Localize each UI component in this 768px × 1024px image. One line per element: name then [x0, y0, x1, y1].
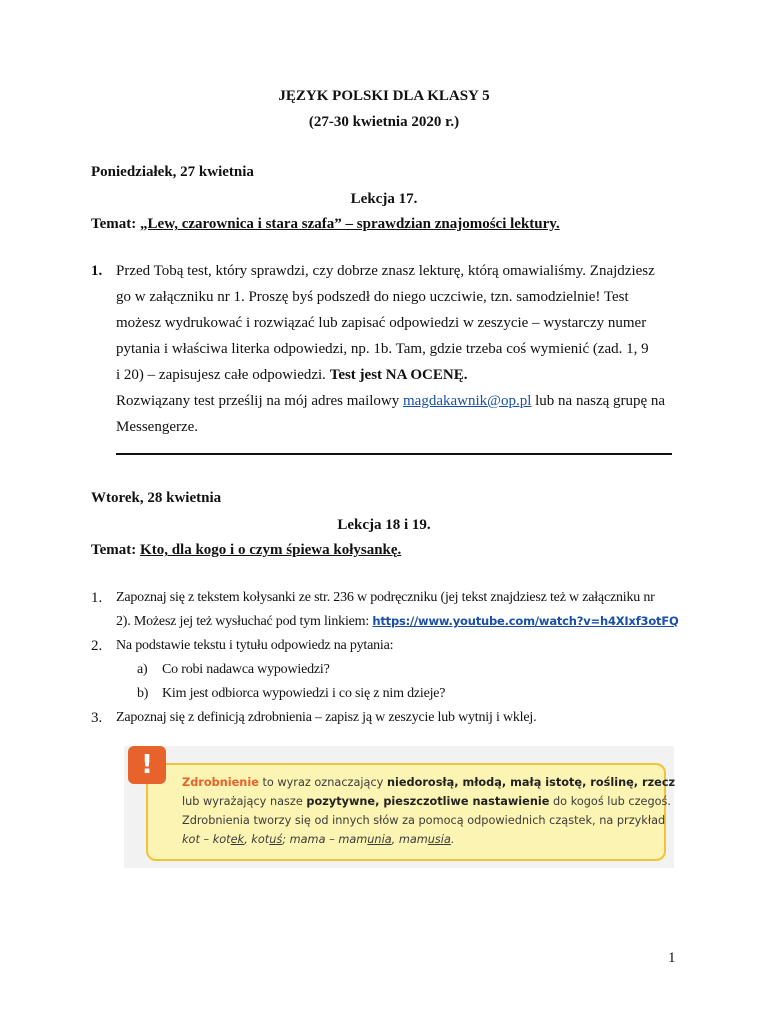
day2-lesson: Lekcja 18 i 19.	[337, 517, 431, 533]
day2-item-3-text: Zapoznaj się z definicją zdrobnienia – zapisz ją w zeszycie lub wytnij i wklej.	[116, 710, 537, 725]
line2-pre: 2). Możesz jej też wysłuchać pod tym linkiem:	[116, 614, 370, 629]
topic-text: „Lew, czarownica i stara szafa” – sprawdzian znajomości lektury.	[140, 216, 560, 232]
day1-lesson: Lekcja 17.	[350, 191, 418, 207]
day2-item-3-number: 3.	[91, 710, 103, 726]
subitem-letter: a)	[137, 662, 148, 677]
note-bold: niedorosłą, młodą, małą istotę, roślinę, rzecz	[386, 776, 676, 789]
day2-topic	[91, 540, 401, 560]
note-suffix: uś	[269, 833, 283, 846]
note-line-2	[182, 792, 672, 811]
line6-post: lub na naszą grupę na	[535, 393, 666, 409]
note-line-3: Zdrobnienia tworzy się od innych słów za pomocą odpowiednich cząstek, na przykład	[182, 814, 666, 827]
document-title: JĘZYK POLSKI DLA KLASY 5	[278, 88, 490, 104]
note-suffix: ek	[230, 833, 245, 846]
note-bold: pozytywne, pieszczotliwe nastawienie	[306, 795, 550, 808]
email-link[interactable]: magdakawnik@op.pl	[403, 393, 532, 409]
note-suffix: usia	[427, 833, 451, 846]
note-example: , mam	[391, 833, 428, 846]
day2-item-1-number: 1.	[91, 590, 103, 606]
day1-line-6	[116, 393, 665, 410]
day1-item-number: 1.	[91, 263, 103, 279]
day2-item-1-line2	[116, 614, 679, 630]
day1-topic	[91, 214, 560, 234]
day1-line-7: Messengerze.	[116, 419, 199, 435]
grade-notice: Test jest NA OCENĘ.	[329, 367, 468, 383]
day1-line-5	[116, 367, 467, 384]
day2-item-2-text: Na podstawie tekstu i tytułu odpowiedz na pytania:	[116, 638, 394, 653]
day1-line-2: go w załączniku nr 1. Proszę byś podszedł do niego uczciwie, tzn. samodzielnie! Test	[116, 289, 629, 305]
note-line-4	[182, 830, 652, 849]
topic-label: Temat:	[91, 216, 137, 232]
day1-line-1: Przed Tobą test, który sprawdzi, czy dobrze znasz lekturę, którą omawialiśmy. Znajdziesz	[116, 263, 655, 279]
line6-pre: Rozwiązany test prześlij na mój adres mailowy	[116, 393, 400, 409]
note-term: Zdrobnienie	[182, 776, 259, 789]
day2-item-1-line1: Zapoznaj się z tekstem kołysanki ze str. 236 w podręczniku (jej tekst znajdziesz też w załączniku nr	[116, 590, 655, 605]
subitem-letter: b)	[137, 686, 149, 701]
topic-text: Kto, dla kogo i o czym śpiewa kołysankę.	[140, 542, 402, 558]
note-text: to wyraz oznaczający	[262, 776, 384, 789]
definition-note	[146, 763, 676, 861]
note-suffix: unia	[367, 833, 392, 846]
page-number: 1	[668, 950, 676, 966]
day1-item-body	[116, 263, 676, 453]
note-example: , kot	[244, 833, 270, 846]
section-divider	[116, 453, 672, 455]
document-dates: (27-30 kwietnia 2020 r.)	[308, 114, 460, 130]
note-example: kot – kot	[182, 833, 231, 846]
note-line-1	[182, 773, 676, 792]
note-example: ; mama – mam	[282, 833, 368, 846]
exclamation-icon: !	[128, 746, 166, 784]
day1-line-4: pytania i właściwa literka odpowiedzi, np. 1b. Tam, gdzie trzeba coś wymienić (zad. 1, 9	[116, 341, 649, 357]
day2-item-2-number: 2.	[91, 638, 103, 654]
day1-line-3: możesz wydrukować i rozwiązać lub zapisać odpowiedzi w zeszycie – wystarczy numer	[116, 315, 647, 331]
line5-text: i 20) – zapisujesz całe odpowiedzi.	[116, 367, 326, 383]
note-example: .	[450, 833, 455, 846]
youtube-link[interactable]: https://www.youtube.com/watch?v=h4XIxf3otFQ	[372, 614, 679, 628]
day2-heading: Wtorek, 28 kwietnia	[91, 490, 222, 506]
note-text: lub wyrażający nasze	[182, 795, 303, 808]
note-text: do kogoś lub czegoś.	[553, 795, 672, 808]
day1-heading: Poniedziałek, 27 kwietnia	[91, 164, 254, 180]
topic-label: Temat:	[91, 542, 137, 558]
subitem-text: Kim jest odbiorca wypowiedzi i co się z nim dzieje?	[162, 686, 446, 701]
subitem-text: Co robi nadawca wypowiedzi?	[162, 662, 330, 677]
